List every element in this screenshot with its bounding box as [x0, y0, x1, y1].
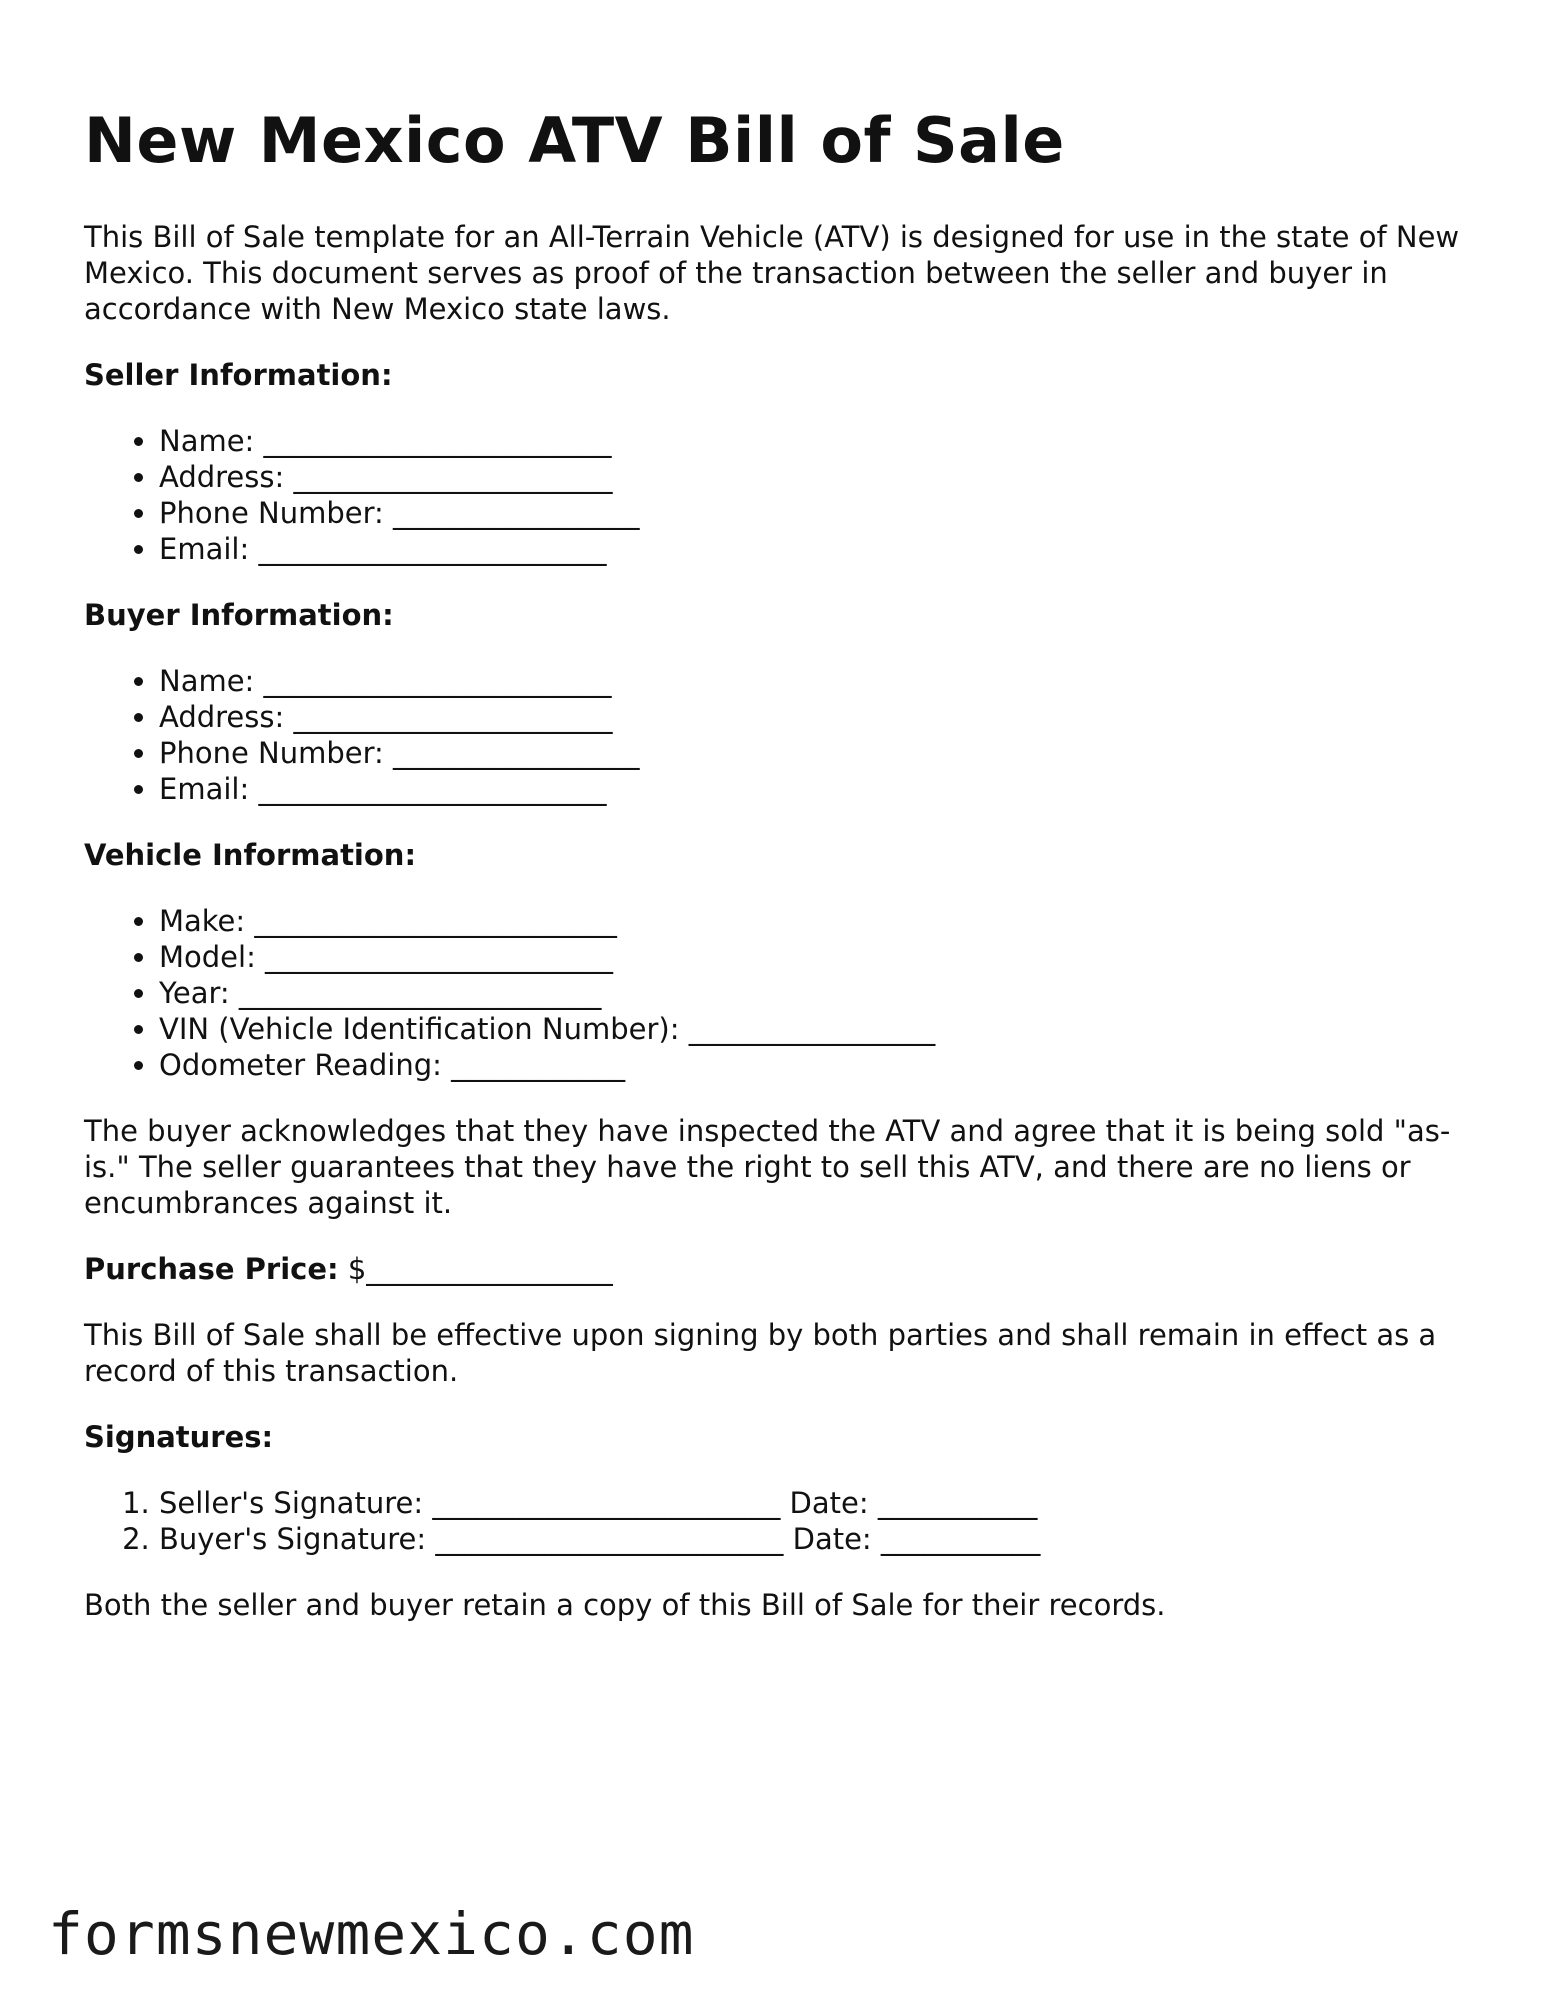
- acknowledgment-paragraph: The buyer acknowledges that they have inspected the ATV and agree that it is being sold "as-is." The seller guarantees that they have the right to sell this ATV, and there are no liens or encumbrances against it.: [84, 1114, 1451, 1220]
- seller-signature-line: 1. Seller's Signature: ________________________ Date: ___________: [159, 1485, 1484, 1521]
- vehicle-model-field: • Model: ________________________: [159, 939, 1484, 975]
- signatures-list: [84, 1485, 1484, 1557]
- buyer-heading: Buyer Information:: [84, 598, 394, 632]
- seller-name-field: • Name: ________________________: [159, 423, 1484, 459]
- document-page: [84, 100, 1484, 1623]
- vehicle-vin-field: • VIN (Vehicle Identification Number): _________________: [159, 1011, 1484, 1047]
- buyer-address-field: • Address: ______________________: [159, 699, 1484, 735]
- buyer-phone-field: • Phone Number: _________________: [159, 735, 1484, 771]
- site-watermark: formsnewmexico.com: [48, 1900, 695, 1968]
- purchase-price-blank: $_________________: [347, 1252, 613, 1286]
- vehicle-fields-list: [84, 903, 1484, 1083]
- closing-paragraph: Both the seller and buyer retain a copy of this Bill of Sale for their records.: [84, 1588, 1166, 1622]
- buyer-signature-line: 2. Buyer's Signature: ________________________ Date: ___________: [159, 1521, 1484, 1557]
- seller-fields-list: [84, 423, 1484, 567]
- page-title: New Mexico ATV Bill of Sale: [84, 104, 1065, 177]
- purchase-price-label: Purchase Price:: [84, 1252, 339, 1286]
- seller-email-field: • Email: ________________________: [159, 531, 1484, 567]
- intro-paragraph: This Bill of Sale template for an All-Terrain Vehicle (ATV) is designed for use in the state of New Mexico. This document serves as proof of the transaction between the seller and buyer in accordance with New Mexico state laws.: [84, 220, 1460, 326]
- buyer-email-field: • Email: ________________________: [159, 771, 1484, 807]
- effective-paragraph: This Bill of Sale shall be effective upon signing by both parties and shall remain in effect as a record of this transaction.: [84, 1318, 1437, 1388]
- vehicle-heading: Vehicle Information:: [84, 838, 417, 872]
- buyer-name-field: • Name: ________________________: [159, 663, 1484, 699]
- seller-address-field: • Address: ______________________: [159, 459, 1484, 495]
- seller-phone-field: • Phone Number: _________________: [159, 495, 1484, 531]
- vehicle-odometer-field: • Odometer Reading: ____________: [159, 1047, 1484, 1083]
- seller-heading: Seller Information:: [84, 358, 393, 392]
- purchase-price-line: [84, 1251, 1484, 1287]
- buyer-fields-list: [84, 663, 1484, 807]
- signatures-heading: Signatures:: [84, 1420, 274, 1454]
- vehicle-year-field: • Year: _________________________: [159, 975, 1484, 1011]
- vehicle-make-field: • Make: _________________________: [159, 903, 1484, 939]
